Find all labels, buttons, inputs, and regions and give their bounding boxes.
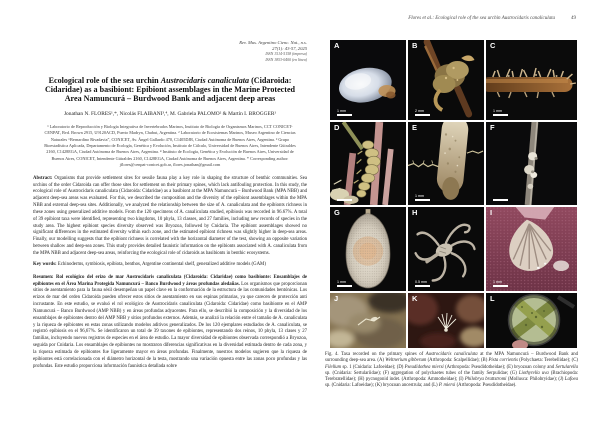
article-column <box>33 40 307 370</box>
issn-online: ISSN 1853-0400 (en línea) <box>265 57 307 62</box>
keywords <box>33 262 307 269</box>
figure-panel-h <box>408 207 484 291</box>
panel-label: D <box>334 123 340 132</box>
panel-label: K <box>412 294 418 303</box>
figure-panel-a <box>330 40 406 120</box>
specimen-photo-barnacle <box>330 40 406 120</box>
figure-panel-e <box>408 122 484 205</box>
figure-panel-d <box>330 122 406 205</box>
scale-bar <box>337 199 352 201</box>
issue-line: 27(1): 43-57, 2025 <box>272 45 307 51</box>
specimen-photo-hydroid-spine <box>486 40 577 120</box>
figure-panel-c <box>486 40 577 120</box>
page-number: 49 <box>571 16 576 21</box>
scale-bar: 1 mm <box>337 281 352 287</box>
figure-panel-j <box>330 293 406 348</box>
panel-label: B <box>412 41 418 50</box>
figure-panel-g <box>330 207 406 291</box>
panel-label: E <box>412 123 418 132</box>
figure-panel-l <box>486 293 577 348</box>
specimen-photo-microscope-view <box>486 293 577 348</box>
panel-label: C <box>490 41 496 50</box>
figure-caption: Fig. 4. Taxa recorded on the primary spines of Austrocidaris canaliculata at the MPA Namuncurá – Burdwood Bank and surrounding deep-sea area. (A) Weltnerium gibberum (Arthropoda: Scalpellidae); (B) Pista corrientis (Polychaeta: Terebellidae); (C) Filellum sp. 1 (Cnidaria: Lafoeidae); (D) Pseudidothea miersi (Arthropoda: Pseudidotheidae); (E) bryozoan colony and Sertularella sp. (Cnidaria: Sertulariidae); (F) aggregation of polychaetes tubes of the family Serpulidae; (G) Liothyrella uva (Brachiopoda: Terebratellidae); (H) pycnogonid indet. (Arthropoda: Ammotheidae); (I) Philobrya brattstromi (Mollusca: Philobryidae); (J) Lafoea sp. (Cnidaria: Lafoeidae); (K) bryozoan ancestrula; and (L) P. miersi (Arthropoda: Pseudidotheidae). <box>325 352 579 389</box>
abstract <box>33 176 307 258</box>
keywords-text: Echinoderms, symbiosis, epibiota, benthos, Argentine continental shelf, generalized additive models (GAM) <box>56 261 266 267</box>
resumen <box>33 275 307 371</box>
panel-label: G <box>334 208 340 217</box>
panel-label: A <box>334 41 340 50</box>
specimen-photo-lafoea <box>330 293 406 348</box>
journal-name: Rev. Mus. Argentino Cienc. Nat., n.s. <box>239 40 307 45</box>
specimen-photo-brachiopod <box>330 207 406 291</box>
panel-label: F <box>490 123 495 132</box>
scale-bar: 2 mm <box>415 110 430 116</box>
panel-label: J <box>334 294 339 303</box>
journal-masthead <box>33 40 307 64</box>
affiliations: ¹ Laboratorio de Reproducción y Biología Integrativa de Invertebrados Marinos, Instituto de Biología de Organismos Marinos, CCT CONICET-CENPAT, Bvd. Brown 2915, U9120ACD, Puerto Madryn, Chubut, Argentina. ² Laboratorio de Ecosistemas Marinos, Museo Argentino de Ciencias Naturales “Bernardino Rivadavia”, CONICET, Av. Ángel Gallardo 470, C1405DJR, Ciudad Autónoma de Buenos Aires, Argentina. ³ Grupo Bioestadística Aplicada, Departamento de Ecología, Genética y Evolución, Instituto de Cálculo, Universidad de Buenos Aires, Intendente Güiraldes 2160, C1428EGA, Ciudad Autónoma de Buenos Aires, Argentina. ⁴ Instituto de Ecología, Genética y Evolución de Buenos Aires, Universidad de Buenos Aires, CONICET, Intendente Güiraldes 2160, C1428EGA, Ciudad Autónoma de Buenos Aires, Argentina. * Corresponding author: jflores@cenpat-conicet.gob.ar, flores.jonathan@gmail.com <box>44 123 296 168</box>
panel-label: L <box>490 294 495 303</box>
article-title <box>37 76 303 104</box>
figure-panel-k <box>408 293 484 348</box>
figure-grid <box>330 40 577 348</box>
title-text-pre: Ecological role of the sea urchin <box>48 75 161 85</box>
scale-bar <box>493 199 508 201</box>
specimen-photo-philobrya <box>486 207 577 291</box>
title-species-name: Austrocidaris canaliculata <box>160 75 250 85</box>
specimen-photo-isopod <box>330 122 406 205</box>
abstract-text: Organisms that provide settlement sites for sessile fauna play a key role in shaping the structure of benthic communities. Sea urchins of the order Cidaroida can offer those sites for settlement on their primary spines, which lack antifouling protection. In this study, the ecological role of Austrocidaris canaliculata (Cidaroida: Cidaridae) as a basibiont at the MPA Namuncurá – Burdwood Bank (MPA NBB) and adjacent deep-sea areas was evaluated. For this, we described the composition and the diversity of the epibiont assemblages within the MPA NBB and external deep-sea sites. Additionally, we analyzed the relationship between the size of A. canaliculata and the epibionts richness in these zones using generalized additive models. From the 120 specimens of A. canaliculata studied, epibiosis was recorded in 96.67%. A total of 39 epibiont taxa were identified, representing two kingdoms, 10 phyla, 13 classes, and 27 families, including new records of species in the study area. The highest epibiont species diversity observed was Bryozoa, followed by Cnidaria. The epibiont assemblages showed no significant differences in the estimated diversity within each zone, and the estimated epibiont richness was slightly higher in deep-sea areas. Finally, our modelling suggests that the epibiont richness is correlated with the horizontal diameter of the test, showing an opposite variation between shallow and deep-sea zones. This study provides detailed faunistic information on the epibionts associated with A. canaliculata from the MPA NBB and adjacent deep-sea areas, reinforcing the ecological role of cidaroids as basibionts in benthic ecosystems. <box>33 175 307 256</box>
specimen-photo-tubeworm <box>408 40 484 120</box>
figure-panel-b <box>408 40 484 120</box>
scale-bar: 1 mm <box>337 110 352 116</box>
scale-bar: 0.5 mm <box>415 281 430 287</box>
scale-bar: 1 mm <box>493 110 508 116</box>
resumen-text: Los organismos que proporcionan sitios de asentamiento para la fauna sésil desempeñan un papel clave en la conformación de la estructura de las comunidades bentónicas. Los erizos de mar del orden Cidaroida pueden ofrecer estos sitios de asentamiento en sus espinas primarias, ya que carecen de protección anti incrustante. En este estudio, se evaluó el rol ecológico de Austrocidaris canaliculata (Cidaroida: Cidaridae) como basibionte en el AMP Namuncurá – Banco Burdwood (AMP NBB) y en áreas profundas adyacentes. Para ello, se describió la composición y la diversidad de los ensamblajes de epibiontes dentro del AMP NBB y sitios profundos externos. Además, se analizó la relación entre el tamaño de A. canaliculata y la riqueza de epibiontes en estas zonas utilizando modelos aditivos generalizados. De los 120 ejemplares estudiados de A. canaliculata, se registró epibiosis en el 96,67%. Se identificaron un total de 39 taxones de epibiontes, representando dos reinos, 10 phyla, 13 clases y 27 familias, incluyendo nuevos registros de especies en el área de estudio. La mayor diversidad de epibiontes observada correspondió a Bryozoa, seguida por Cnidaria. Los ensamblajes de epibiontes no mostraron diferencias significativas en la diversidad estimada dentro de cada zona, y la riqueza estimada de epibiontes fue ligeramente mayor en áreas profundas. Finalmente, nuestros modelos sugieren que la riqueza de epibiontes está correlacionada con el diámetro horizontal de la testa, mostrando una variación opuesta entre las zonas poco profundas y las profundas. Este estudio proporciona información faunística detallada sobre <box>33 281 307 369</box>
scale-bar: 1 mm <box>415 195 430 201</box>
title-text-post: (Cidaroida: Cidaridae) as a basibiont: Epibiont assemblages in the Marine Protected Area Namuncurá – Burdwood Bank and adjacent deep areas <box>44 75 296 104</box>
running-title: Flores et al.: Ecological role of the sea urchin Austrocidaris canaliculata <box>408 16 555 21</box>
panel-label: H <box>412 208 418 217</box>
authors-line: Jonathan N. FLORES¹,*, Nicolás FLAIBANI³,⁴, M. Gabriela PALOMO² & Martín I. BROGGER¹ <box>63 110 277 117</box>
keywords-label: Key words: <box>33 261 57 267</box>
panel-label: I <box>490 208 493 217</box>
figure-panel-f <box>486 122 577 205</box>
abstract-label: Abstract: <box>33 175 53 181</box>
specimen-photo-ancestrula <box>408 293 484 348</box>
specimen-photo-tube-hydroid <box>408 122 484 205</box>
issn-print: ISSN 1514-5158 (impresa) <box>265 51 307 56</box>
scale-bar: 1 mm <box>493 281 508 287</box>
specimen-photo-serpulid-spine <box>486 122 577 205</box>
resumen-label: Resumen: Rol ecológico del erizo de mar Austrocidaris canaliculata (Cidaroida: Cidaridae) como basibionte: Ensamblajes de epibiontes en el Área Marina Protegida Namuncurá – Banco Burdwood y áreas profundas aledañas. <box>33 274 307 287</box>
running-header <box>300 16 576 21</box>
figure-panel-i <box>486 207 577 291</box>
specimen-photo-pycnogonid <box>408 207 484 291</box>
